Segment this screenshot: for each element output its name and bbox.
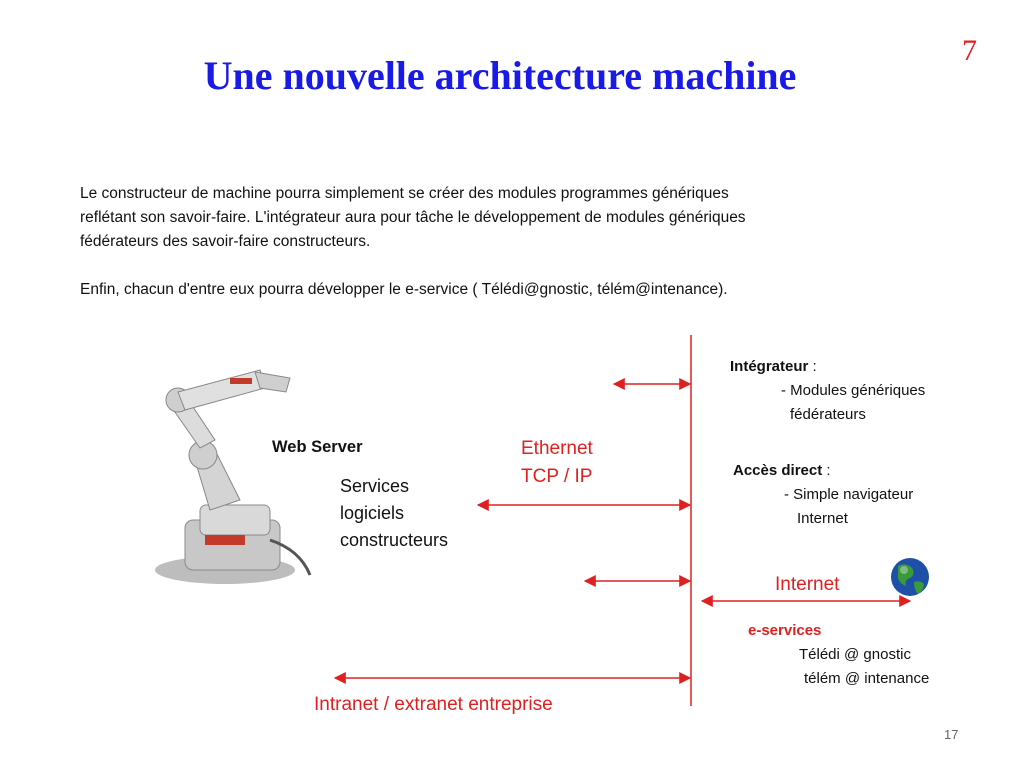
- internet-label: Internet: [775, 574, 840, 595]
- ethernet-block: [521, 435, 593, 491]
- integrateur-colon: :: [808, 358, 817, 375]
- paragraph-line: Le constructeur de machine pourra simplement se créer des modules programmes génériques: [80, 185, 729, 202]
- acces-direct-block: [733, 459, 913, 531]
- intranet-label: Intranet / extranet entreprise: [314, 694, 553, 715]
- acces-direct-line: - Simple navigateur: [784, 486, 914, 503]
- services-line: Services: [340, 476, 410, 496]
- tcpip-label: TCP / IP: [521, 466, 593, 487]
- eservices-heading: e-services: [748, 622, 822, 639]
- eservices-line: télém @ intenance: [804, 670, 930, 687]
- integrateur-line: - Modules génériques: [781, 382, 926, 399]
- page-title: Une nouvelle architecture machine: [203, 53, 797, 98]
- slide-number: 7: [962, 34, 977, 67]
- integrateur-line: fédérateurs: [790, 406, 866, 423]
- web-server-label: Web Server: [272, 438, 363, 456]
- services-line: logiciels: [340, 503, 405, 523]
- acces-direct-colon: :: [822, 462, 831, 479]
- eservices-line: Télédi @ gnostic: [799, 646, 911, 663]
- eservice-paragraph: Enfin, chacun d'entre eux pourra développer le e-service ( Télédi@gnostic, télém@intenance).: [80, 281, 728, 298]
- services-line: constructeurs: [340, 530, 449, 550]
- paragraph-line: reflétant son savoir-faire. L'intégrateur aura pour tâche le développement de modules génériques: [80, 209, 746, 226]
- services-block: [340, 473, 448, 554]
- eservices-block: [748, 619, 929, 691]
- ethernet-label: Ethernet: [521, 438, 593, 459]
- acces-direct-heading: Accès direct: [733, 462, 823, 479]
- acces-direct-line: Internet: [797, 510, 848, 527]
- robot-icon: [155, 370, 310, 584]
- paragraph-line: fédérateurs des savoir-faire constructeurs.: [80, 233, 371, 250]
- integrateur-block: [730, 355, 925, 427]
- integrateur-heading: Intégrateur: [730, 358, 809, 375]
- page-number: 17: [944, 727, 959, 742]
- globe-icon: [891, 558, 929, 596]
